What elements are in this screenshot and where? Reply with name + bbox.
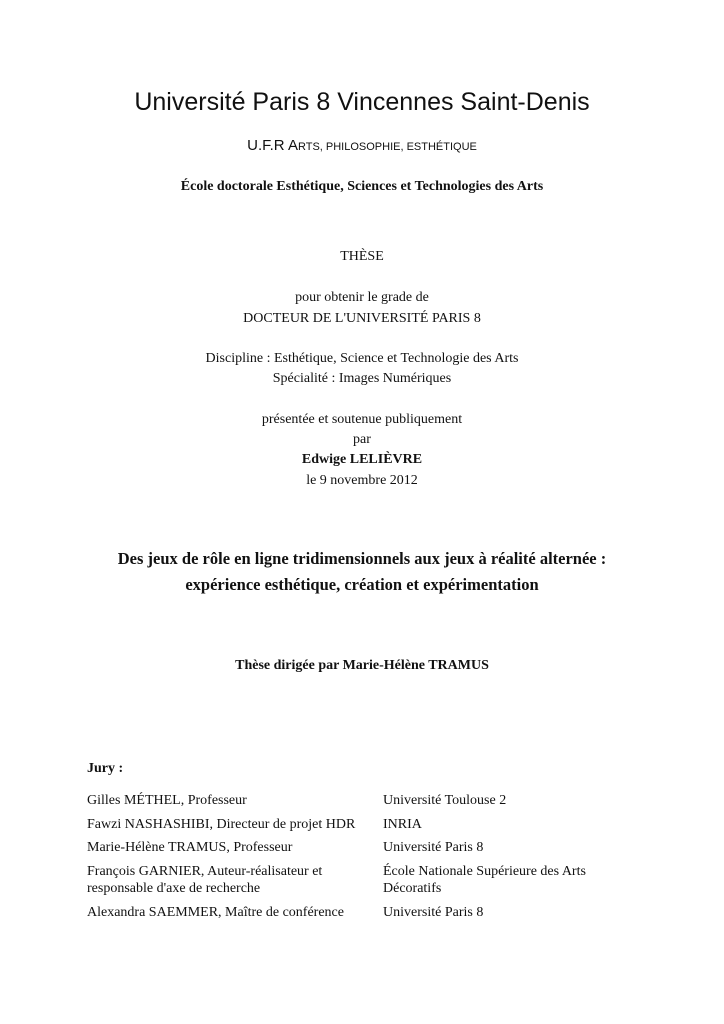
jury-member-institution xyxy=(383,863,633,898)
jury-member-name: Fawzi NASHASHIBI, Directeur de projet HDR xyxy=(87,816,356,832)
jury-member-institution-line-1: École Nationale Supérieure des Arts xyxy=(383,863,586,879)
jury-member xyxy=(87,863,647,898)
jury-member-institution: Université Paris 8 xyxy=(383,840,484,855)
jury-member-name: Marie-Hélène TRAMUS, Professeur xyxy=(87,840,293,855)
ufr-rest: RTS, PHILOSOPHIE, ESTHÉTIQUE xyxy=(297,141,477,153)
jury-member-institution-line-2: Décoratifs xyxy=(383,881,442,896)
jury-member-institution: Université Paris 8 xyxy=(383,904,484,920)
jury-member-name: Alexandra SAEMMER, Maître de conférence xyxy=(87,904,344,920)
jury-member-name-line-2: responsable d'axe de recherche xyxy=(87,881,261,896)
ufr-prefix: U.F.R A xyxy=(247,137,298,154)
thesis-title-line-1: Des jeux de rôle en ligne tridimensionnels aux jeux à réalité alternée : xyxy=(117,549,607,568)
thesis-director: Thèse dirigée par Marie-Hélène TRAMUS xyxy=(235,658,489,673)
jury-member-institution: INRIA xyxy=(383,816,422,832)
jury-member xyxy=(87,904,647,922)
specialty: Spécialité : Images Numériques xyxy=(272,371,452,386)
university-name: Université Paris 8 Vincennes Saint-Denis xyxy=(134,88,590,116)
jury-member-name: Gilles MÉTHEL, Professeur xyxy=(87,793,247,808)
degree-line-1: pour obtenir le grade de xyxy=(295,290,429,305)
presented-line: présentée et soutenue publiquement xyxy=(261,412,463,427)
defense-date: le 9 novembre 2012 xyxy=(306,473,418,488)
jury-member xyxy=(87,839,647,857)
jury-member-name xyxy=(87,863,383,898)
presented-by: par xyxy=(353,432,371,447)
thesis-title xyxy=(0,546,724,598)
author-name: Edwige LELIÈVRE xyxy=(301,452,423,467)
thesis-label: THÈSE xyxy=(340,249,384,264)
ufr-heading xyxy=(0,136,724,157)
doctoral-school: École doctorale Esthétique, Sciences et Technologies des Arts xyxy=(180,179,544,194)
thesis-title-line-2: expérience esthétique, création et expérimentation xyxy=(185,575,539,594)
jury-member-name-line-1: François GARNIER, Auteur-réalisateur et xyxy=(87,863,323,879)
discipline: Discipline : Esthétique, Science et Technologie des Arts xyxy=(205,351,519,366)
jury-label: Jury : xyxy=(87,761,124,776)
jury-table xyxy=(87,792,647,927)
degree-line-2: DOCTEUR DE L'UNIVERSITÉ PARIS 8 xyxy=(243,311,481,326)
jury-member xyxy=(87,792,647,810)
jury-member xyxy=(87,816,647,834)
jury-member-institution: Université Toulouse 2 xyxy=(383,793,507,808)
